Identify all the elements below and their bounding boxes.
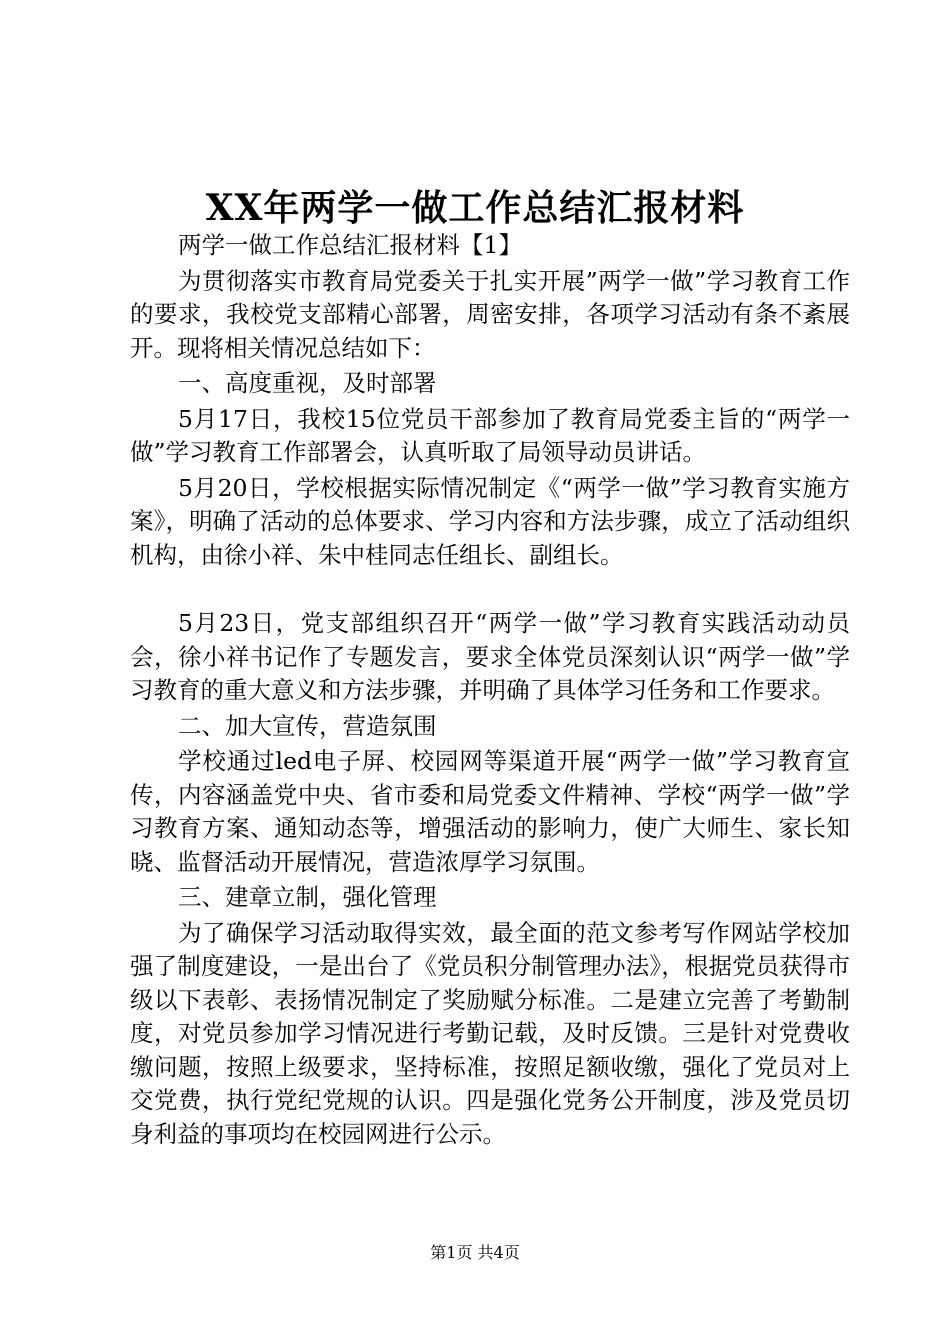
paragraph-may-20: 5月20日，学校根据实际情况制定《“两学一做”学习教育实施方案》，明确了活动的总体要求、学习内容和方法步骤，成立了活动组织机构，由徐小祥、朱中桂同志任组长、副组长。 xyxy=(130,473,850,569)
paragraph-management: 为了确保学习活动取得实效，最全面的范文参考写作网站学校加强了制度建设，一是出台了《党员积分制管理办法》，根据党员获得市级以下表彰、表扬情况制定了奖励赋分标准。二是建立完善了考勤制度，对党员参加学习情况进行考勤记载，及时反馈。三是针对党费收缴问题，按照上级要求，坚持标准，按照足额收缴，强化了党员对上交党费，执行党纪党规的认识。四是强化党务公开制度，涉及党员切身利益的事项均在校园网进行公示。 xyxy=(130,918,850,1148)
page-number: 第1页 共4页 xyxy=(430,1243,520,1262)
section-heading-1: 一、高度重视，及时部署 xyxy=(178,369,437,397)
document-body xyxy=(130,229,850,1153)
document-title: XX年两学一做工作总结汇报材料 xyxy=(205,187,745,229)
paragraph-intro: 为贯彻落实市教育局党委关于扎实开展”两学一做”学习教育工作的要求，我校党支部精心部署，周密安排，各项学习活动有条不紊展开。现将相关情况总结如下： xyxy=(130,266,850,362)
paragraph-may-17: 5月17日，我校15位党员干部参加了教育局党委主旨的“两学一做”学习教育工作部署会，认真听取了局领导动员讲话。 xyxy=(130,404,850,466)
paragraph-may-23: 5月23日，党支部组织召开“两学一做”学习教育实践活动动员会，徐小祥书记作了专题发言，要求全体党员深刻认识“两学一做”学习教育的重大意义和方法步骤，并明确了具体学习任务和工作要求。 xyxy=(130,609,850,704)
section-heading-3: 三、建章立制，强化管理 xyxy=(178,883,437,911)
section-heading-2: 二、加大宣传，营造氛围 xyxy=(178,711,437,740)
paragraph-publicity: 学校通过led电子屏、校园网等渠道开展“两学一做”学习教育宣传，内容涵盖党中央、省市委和局党委文件精神、学校“两学一做”学习教育方案、通知动态等，增强活动的影响力，使广大师生、家长知晓、监督活动开展情况，营造浓厚学习氛围。 xyxy=(130,747,850,876)
section-subtitle: 两学一做工作总结汇报材料【1】 xyxy=(178,231,522,259)
blank-line xyxy=(130,574,850,607)
